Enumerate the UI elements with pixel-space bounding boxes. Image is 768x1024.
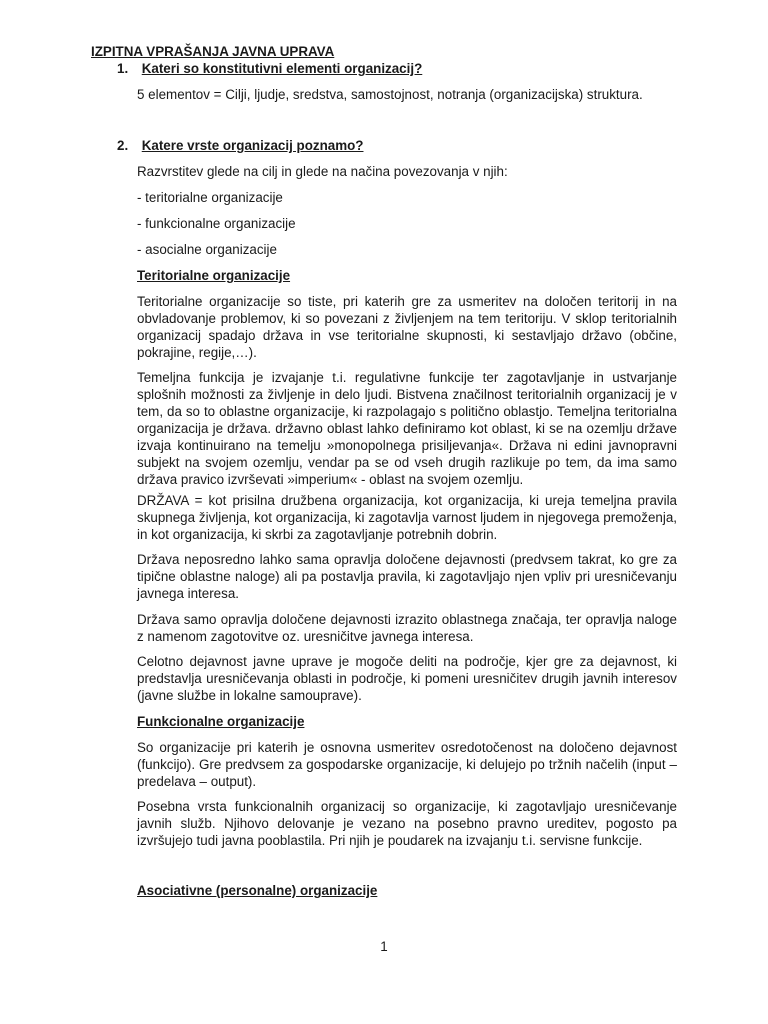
paragraph: So organizacije pri katerih je osnovna usmeritev osredotočenost na določeno dejavnost (funkcijo). Gre predvsem za gospodarske organizacije, ki delujejo po tržnih načelih (input – predelava – output). [137,740,677,789]
associative-heading-block [137,882,677,899]
question-2-text: Katere vrste organizacij poznamo? [141,138,364,153]
territorial-heading-block [137,267,677,284]
question-1 [117,60,422,77]
paragraph: Posebna vrsta funkcionalnih organizacij so organizacije, ki zagotavljajo uresničevanje javnih služb. Njihovo delovanje je vezano na posebno pravno ureditev, pogosto pa izvršujejo tudi javna pooblastila. Pri njih je poudarek na izvajanju t.i. servisne funkcije. [137,799,677,848]
question-1-text: Kateri so konstitutivni elementi organizacij? [141,61,423,76]
paragraph: Celotno dejavnost javne uprave je mogoče deliti na področje, kjer gre za dejavnost, ki predstavlja uresničevanja oblasti in področje, ki pomeni uresničitev drugih javnih interesov (javne službe in lokalne samouprave). [137,654,677,703]
question-2-intro: Razvrstitev glede na cilj in glede na načina povezovanja v njih: [137,164,508,179]
paragraph: Teritorialne organizacije so tiste, pri katerih gre za usmeritev na določen teritorij in na obvladovanje problemov, ki so povezani z življenjem na tem teritoriju. V sklop teritorialnih organizacij spadajo država in vse teritorialne skupnosti, ki sestavljajo državo (občine, pokrajine, regije,…). [137,294,677,360]
territorial-paragraph-5 [137,611,677,645]
territorial-paragraph-4 [137,551,677,602]
associative-heading: Asociativne (personalne) organizacije [137,883,378,898]
list-item: - asocialne organizacije [137,242,277,257]
paragraph: Država neposredno lahko sama opravlja določene dejavnosti (predvsem takrat, ko gre za tipične oblastne naloge) ali pa postavlja pravila, ki zagotavljajo njen vpliv pri uresničevanju javnega interesa. [137,552,677,601]
question-2-number: 2. [117,138,129,153]
list-item: - funkcionalne organizacije [137,216,296,231]
territorial-paragraph-2 [137,369,677,488]
territorial-paragraph-1 [137,293,677,361]
question-2-intro-block [137,163,677,180]
list-item-associal [137,241,677,258]
functional-heading-block [137,713,677,730]
list-item: - teritorialne organizacije [137,190,283,205]
question-2 [117,137,363,154]
territorial-paragraph-3 [137,492,677,543]
functional-paragraph-1 [137,739,677,790]
list-item-functional [137,215,677,232]
question-1-number: 1. [117,61,129,76]
page-number: 1 [380,939,388,954]
list-item-territorial [137,189,677,206]
functional-paragraph-2 [137,798,677,849]
territorial-heading: Teritorialne organizacije [137,268,291,283]
paragraph: Temeljna funkcija je izvajanje t.i. regulativne funkcije ter zagotavljanje in ustvarjanje splošnih možnosti za življenje in delo ljudi. Bistvena značilnost teritorialnih organizacij je v tem, da so to oblastne organizacije, ki razpolagajo s politično oblastjo. Temeljna teritorialna organizacija je država. državno oblast lahko definiramo kot oblast, ki se na ozemlju države izvaja kontinuirano na temelju »monopolnega prisiljevanja«. Država ni edini javnopravni subjekt na svojem ozemlju, vendar pa se od vseh drugih razlikuje po tem, da ima samo država pravico izvrševati »imperium« - oblast na svojem ozemlju. [137,370,677,487]
functional-heading: Funkcionalne organizacije [137,714,305,729]
paragraph: DRŽAVA = kot prisilna družbena organizacija, kot organizacija, ki ureja temeljna pravila skupnega življenja, kot organizacija, ki zagotavlja varnost ljudem in njegovega premoženja, in kot organizacija, ki skrbi za zagotavljanje potrebnih dobrin. [137,493,677,542]
paragraph: Država samo opravlja določene dejavnosti izrazito oblastnega značaja, ter opravlja naloge z namenom zagotovitve oz. uresničitve javnega interesa. [137,612,677,644]
question-1-answer-block [137,86,677,103]
territorial-paragraph-6 [137,653,677,704]
document-title: IZPITNA VPRAŠANJA JAVNA UPRAVA [91,44,335,59]
question-1-answer: 5 elementov = Cilji, ljudje, sredstva, samostojnost, notranja (organizacijska) struktura. [137,87,643,102]
